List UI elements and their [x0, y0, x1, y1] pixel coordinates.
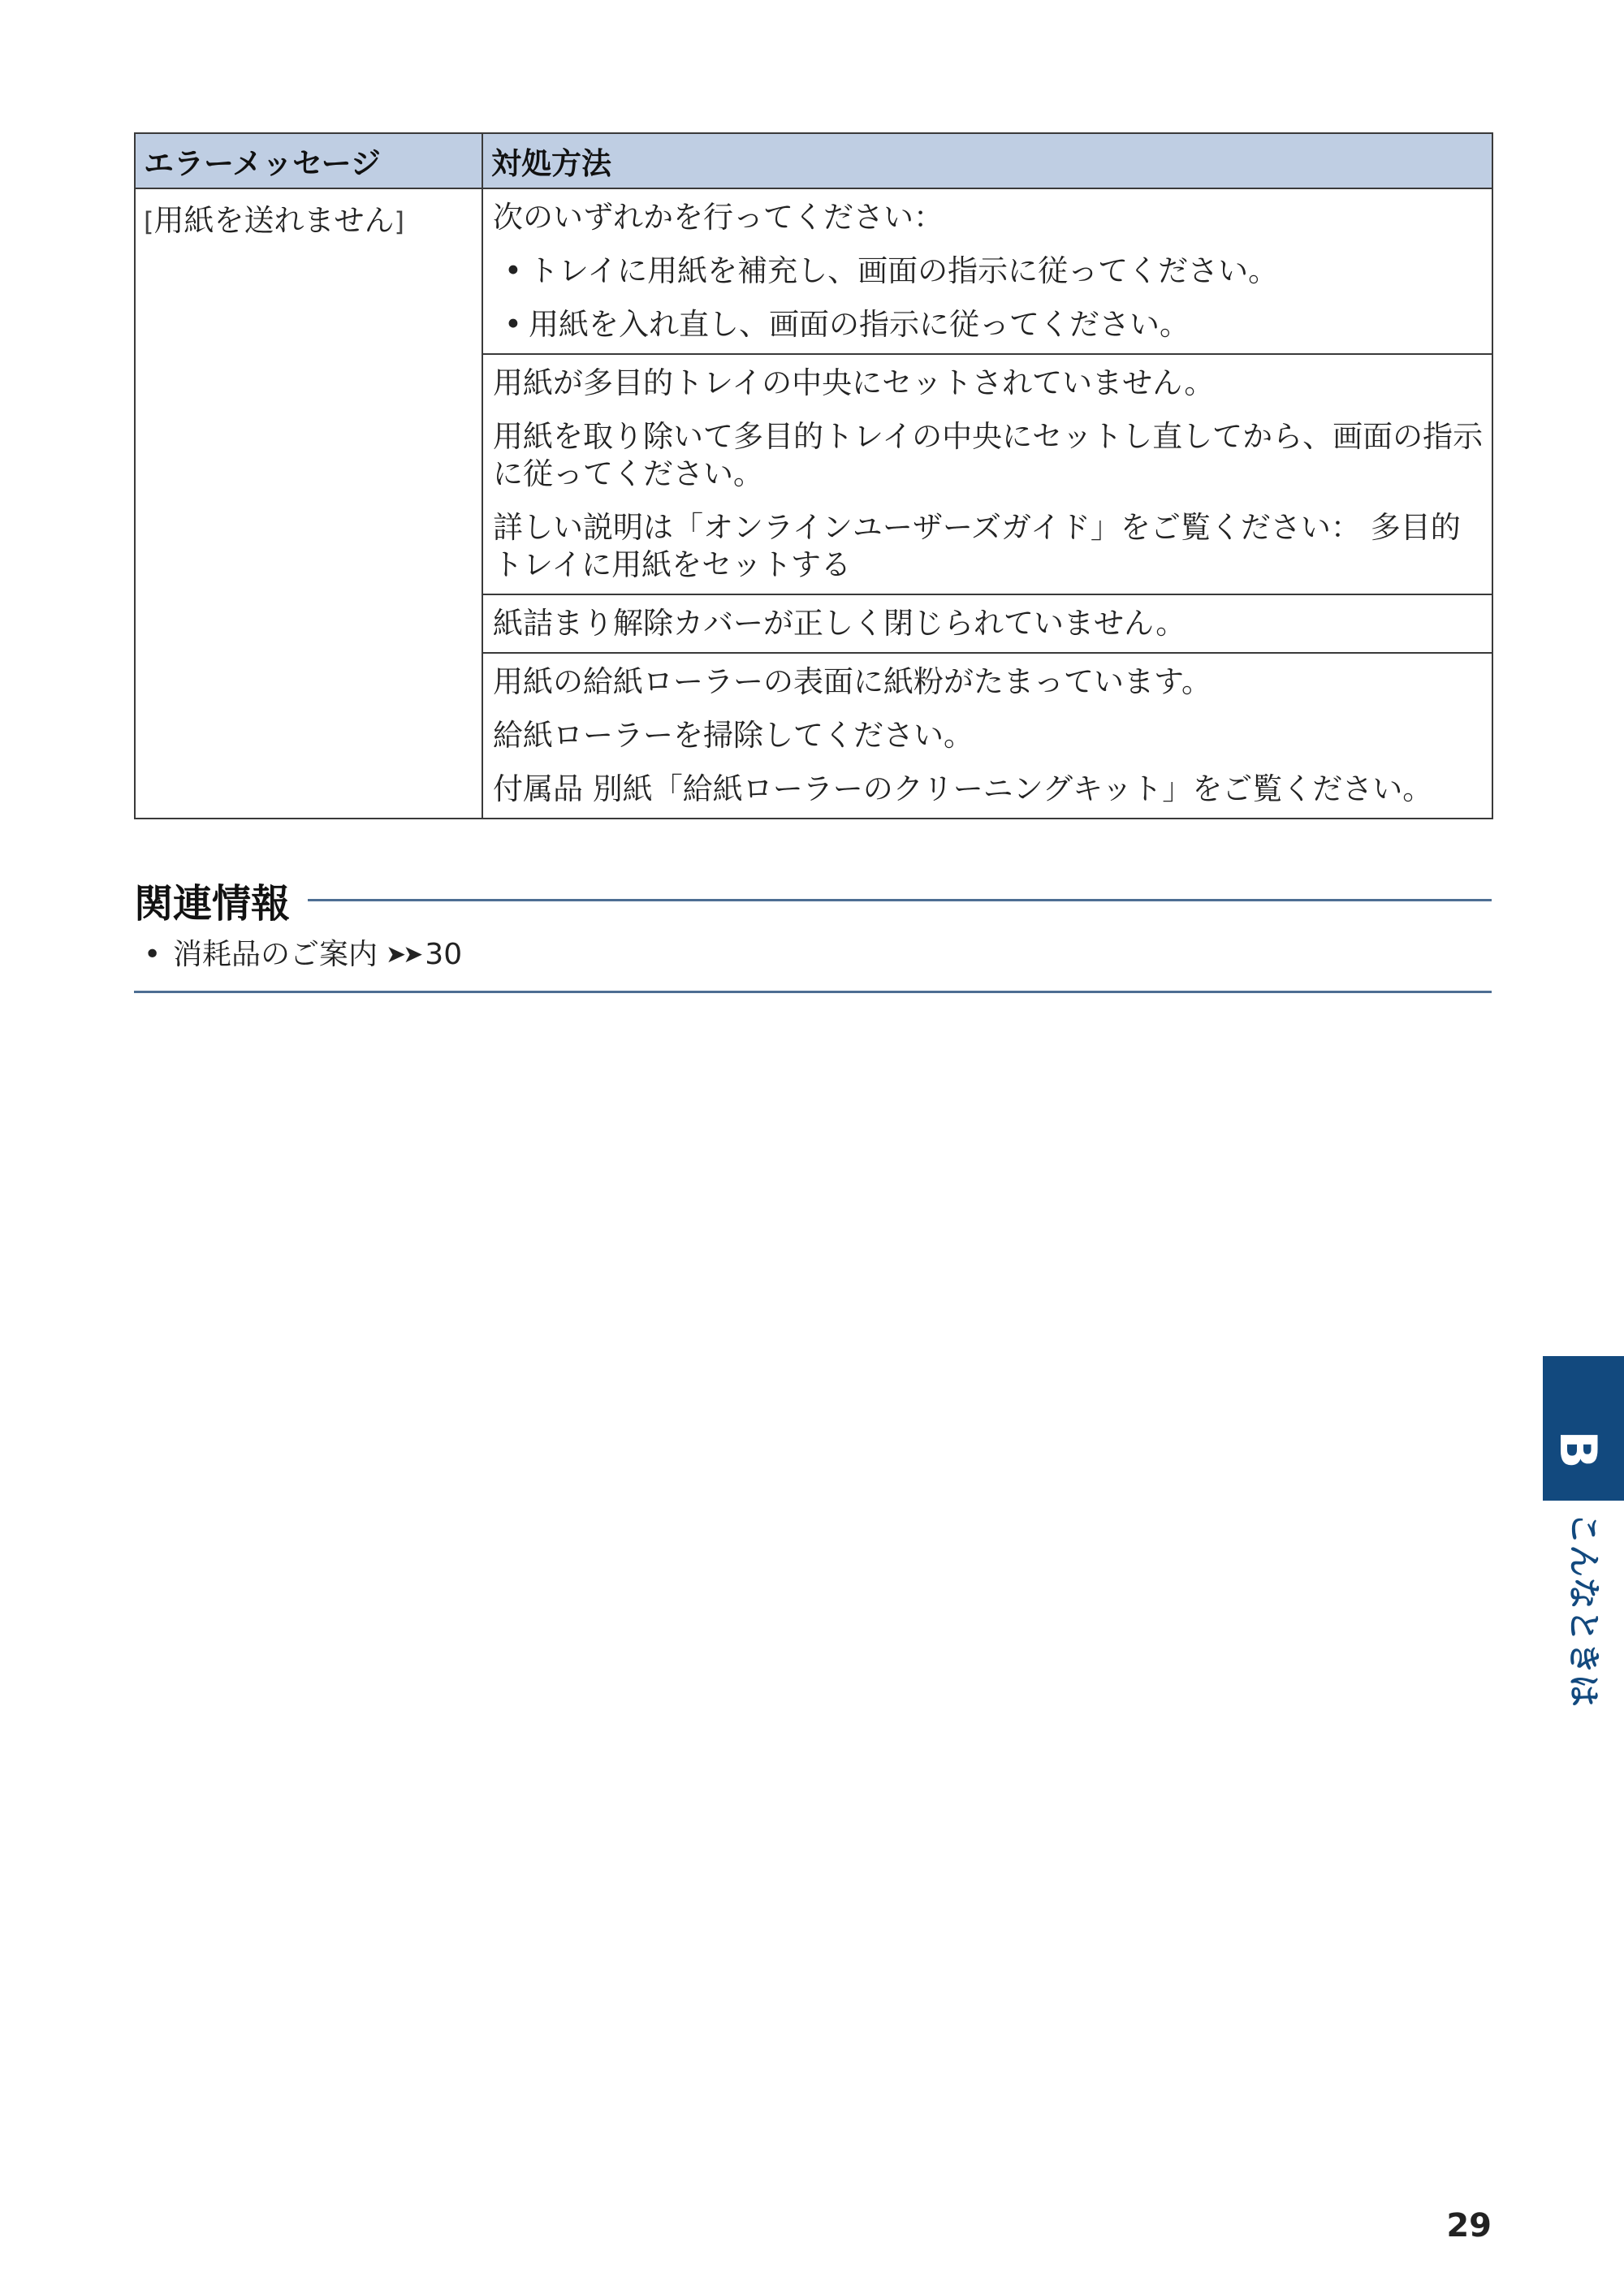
error-open-bracket: [ — [144, 206, 154, 237]
bullet-icon: • — [504, 307, 522, 342]
error-message-text: 用紙を送れません — [153, 203, 395, 238]
bullet-icon: • — [144, 938, 162, 971]
header-error-message: エラーメッセージ — [135, 133, 482, 188]
remedy-cell-1 — [482, 188, 1492, 354]
table-row — [135, 188, 1492, 354]
list-item — [493, 306, 1484, 343]
remedy-1-intro: 次のいずれかを行ってください： — [493, 200, 944, 235]
related-link[interactable] — [134, 935, 1492, 974]
error-close-bracket: ] — [394, 206, 404, 237]
remedy-4-reference: 付属品 別紙「給紙ローラーのクリーニングキット」をご覧ください。 — [493, 771, 1433, 806]
remedy-3-cause: 紙詰まり解除カバーが正しく閉じられていません。 — [493, 606, 1186, 641]
table-header-row — [135, 133, 1492, 188]
remedy-4-cause: 用紙の給紙ローラーの表面に紙粉がたまっています。 — [493, 664, 1212, 699]
related-info-title: 関連情報 — [134, 880, 291, 927]
related-link-page: 30 — [425, 938, 463, 971]
list-item-text: 用紙を入れ直し、画面の指示に従ってください。 — [529, 307, 1190, 342]
remedy-2-cause: 用紙が多目的トレイの中央にセットされていません。 — [493, 365, 1215, 400]
header-remedy: 対処方法 — [482, 133, 1492, 188]
error-message-cell — [135, 188, 482, 819]
chapter-tab-letter: B — [1548, 1430, 1608, 1469]
error-table — [134, 132, 1493, 819]
remedy-4-action: 給紙ローラーを掃除してください。 — [493, 718, 974, 753]
chapter-tab-label: こんなときは — [1565, 1512, 1602, 1707]
related-link-label: 消耗品のご案内 — [173, 938, 378, 971]
remedy-2-action: 用紙を取り除いて多目的トレイの中央にセットし直してから、画面の指示に従ってください。 — [493, 419, 1484, 491]
list-item-text: トレイに用紙を補充し、画面の指示に従ってください。 — [529, 253, 1279, 288]
page-number: 29 — [1446, 2207, 1492, 2244]
remedy-2-reference: 詳しい説明は「オンラインユーザーズガイド」をご覧ください： 多目的トレイに用紙をセットする — [493, 510, 1461, 582]
list-item — [493, 253, 1484, 290]
related-info-section — [134, 875, 1492, 993]
remedy-1-list — [493, 253, 1484, 343]
remedy-cell-2 — [482, 354, 1492, 594]
related-info-bottom-rule — [134, 991, 1492, 993]
related-info-rule — [308, 899, 1492, 901]
remedy-cell-3 — [482, 594, 1492, 653]
bullet-icon: • — [504, 253, 522, 288]
remedy-cell-4 — [482, 653, 1492, 819]
double-arrow-icon: ➤➤ — [386, 940, 421, 969]
related-info-header — [134, 875, 1492, 927]
